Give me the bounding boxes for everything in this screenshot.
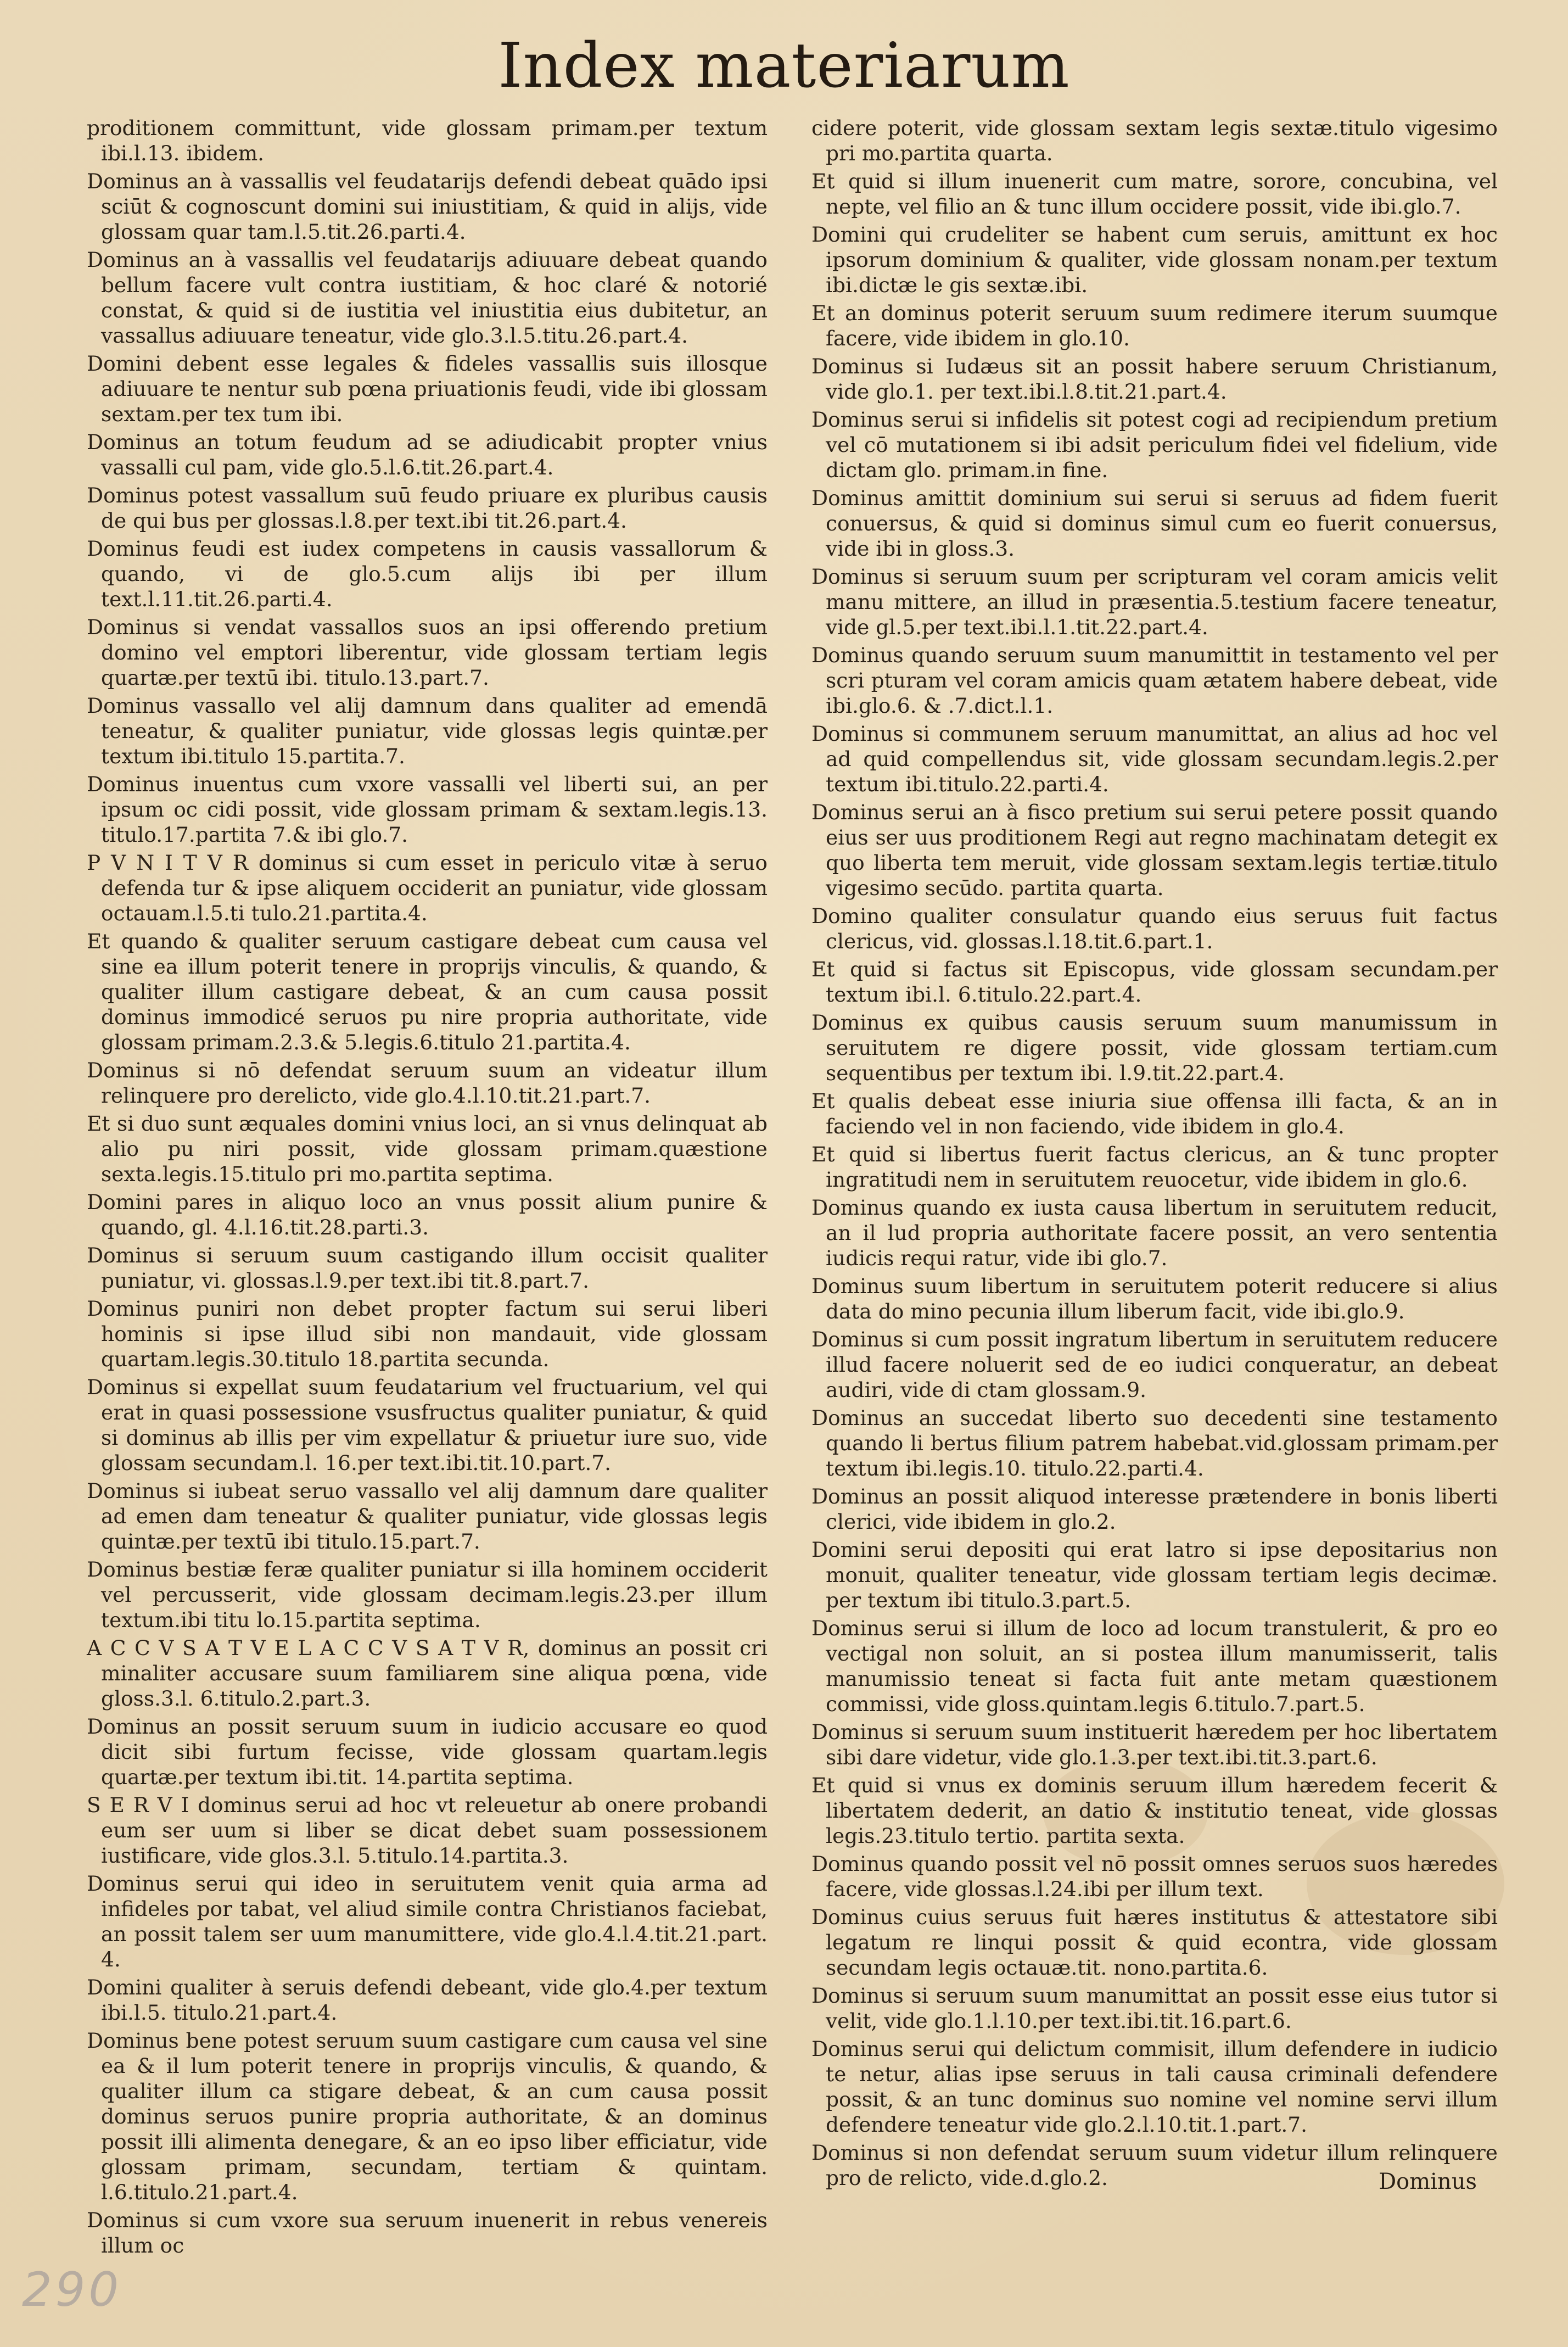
index-entry: Et quid si factus sit Episcopus, vide glossam secundam.per textum ibi.l. 6.titulo.22.part.4. bbox=[811, 957, 1498, 1007]
index-entry: Et quid si vnus ex dominis seruum illum hæredem fecerit & libertatem dederit, an datio & institutio teneat, vide glossas legis.23.titulo tertio. partita sexta. bbox=[811, 1773, 1498, 1848]
index-entry: Dominus an succedat liberto suo decedenti sine testamento quando li bertus filium patrem habebat.vid.glossam primam.per textum ibi.legis.10. titulo.22.parti.4. bbox=[811, 1406, 1498, 1480]
index-entry: Dominus serui qui delictum commisit, illum defendere in iudicio te netur, alias ipse seruus in tali causa criminali defendere possit, & an tunc dominus suo nomine vel nomine servi illum defendere teneatur vide glo.2.l.10.tit.1.part.7. bbox=[811, 2037, 1498, 2137]
index-entry: Dominus si seruum suum manumittat an possit esse eius tutor si velit, vide glo.1.l.10.per text.ibi.tit.16.part.6. bbox=[811, 1983, 1498, 2033]
index-entry: Dominus quando seruum suum manumittit in testamento vel per scri pturam vel coram amicis quam ætatem habere debeat, vide ibi.glo.6. & .7.dict.l.1. bbox=[811, 643, 1498, 718]
index-entry: Dominus si seruum suum castigando illum occisit qualiter puniatur, vi. glossas.l.9.per text.ibi tit.8.part.7. bbox=[87, 1243, 768, 1293]
index-entry: Domini pares in aliquo loco an vnus possit alium punire & quando, gl. 4.l.16.tit.28.parti.3. bbox=[87, 1190, 768, 1239]
index-entry: Dominus si seruum suum per scripturam vel coram amicis velit manu mittere, an illud in præsentia.5.testium facere teneatur, vide gl.5.per text.ibi.l.1.tit.22.part.4. bbox=[811, 565, 1498, 639]
index-entry: Et qualis debeat esse iniuria siue offensa illi facta, & an in faciendo vel in non faciendo, vide ibidem in glo.4. bbox=[811, 1089, 1498, 1138]
index-entry: Dominus an totum feudum ad se adiudicabit propter vnius vassalli cul pam, vide glo.5.l.6.tit.26.part.4. bbox=[87, 430, 768, 479]
index-entry: Et an dominus poterit seruum suum redimere iterum suumque facere, vide ibidem in glo.10. bbox=[811, 301, 1498, 350]
index-entry: Dominus serui si infidelis sit potest cogi ad recipiendum pretium vel cō mutationem si ibi adsit periculum fidei vel fidelium, vide dictam glo. primam.in fine. bbox=[811, 407, 1498, 482]
index-entry: Et quid si libertus fuerit factus clericus, an & tunc propter ingratitudi nem in seruitutem reuocetur, vide ibidem in glo.6. bbox=[811, 1142, 1498, 1192]
index-entry: Dominus si cum possit ingratum libertum in seruitutem reducere illud facere noluerit sed de eo iudici conqueratur, an debeat audiri, vide di ctam glossam.9. bbox=[811, 1327, 1498, 1402]
index-entry: Dominus serui an à fisco pretium sui serui petere possit quando eius ser uus proditionem Regi aut regno machinatam detegit ex quo liberta tem meruit, vide glossam sextam.legis tertiæ.titulo vigesimo secūdo. partita quarta. bbox=[811, 800, 1498, 900]
index-entry: Dominus si iubeat seruo vassallo vel alij damnum dare qualiter ad emen dam teneatur & qualiter puniatur, vide glossas legis quintæ.per textū ibi titulo.15.part.7. bbox=[87, 1479, 768, 1554]
index-entry: Domini qualiter à seruis defendi debeant, vide glo.4.per textum ibi.l.5. titulo.21.part.4. bbox=[87, 1975, 768, 2025]
index-entry: Et quando & qualiter seruum castigare debeat cum causa vel sine ea illum poterit tenere in proprijs vinculis, & quando, & qualiter illum castigare debeat, & an cum causa possit dominus immodicé seruos pu nire propria authoritate, vide glossam primam.2.3.& 5.legis.6.titulo 21.partita.4. bbox=[87, 929, 768, 1054]
index-entry: Dominus puniri non debet propter factum sui serui liberi hominis si ipse illud sibi non mandauit, vide glossam quartam.legis.30.titulo 18.partita secunda. bbox=[87, 1297, 768, 1371]
index-entry: Domini serui depositi qui erat latro si ipse depositarius non monuit, qualiter teneatur, vide glossam tertiam legis decimæ. per textum ibi titulo.3.part.5. bbox=[811, 1538, 1498, 1612]
index-entry: cidere poterit, vide glossam sextam legis sextæ.titulo vigesimo pri mo.partita quarta. bbox=[811, 116, 1498, 165]
index-entry: Dominus an à vassallis vel feudatarijs defendi debeat quādo ipsi sciūt & cognoscunt domini sui iniustitiam, & quid in alijs, vide glossam quar tam.l.5.tit.26.parti.4. bbox=[87, 169, 768, 244]
index-entry: Dominus si seruum suum instituerit hæredem per hoc libertatem sibi dare videtur, vide glo.1.3.per text.ibi.tit.3.part.6. bbox=[811, 1720, 1498, 1769]
index-entry: Dominus serui qui ideo in seruitutem venit quia arma ad infideles por tabat, vel aliud simile contra Christianos faciebat, an possit talem ser uum manumittere, vide glo.4.l.4.tit.21.part. 4. bbox=[87, 1871, 768, 1971]
index-entry: Dominus an possit aliquod interesse prætendere in bonis liberti clerici, vide ibidem in glo.2. bbox=[811, 1484, 1498, 1534]
index-entry: Dominus amittit dominium sui serui si seruus ad fidem fuerit conuersus, & quid si dominus simul cum eo fuerit conuersus, vide ibi in gloss.3. bbox=[811, 486, 1498, 561]
index-entry: Domino qualiter consulatur quando eius seruus fuit factus clericus, vid. glossas.l.18.tit.6.part.1. bbox=[811, 904, 1498, 953]
index-entry: Dominus si communem seruum manumittat, an alius ad hoc vel ad quid compellendus sit, vide glossam secundam.legis.2.per textum ibi.titulo.22.parti.4. bbox=[811, 722, 1498, 796]
index-entry: Dominus si expellat suum feudatarium vel fructuarium, vel qui erat in quasi possessione vsusfructus qualiter puniatur, & quid si dominus ab illis per vim expellatur & priuetur iure suo, vide glossam secundam.l. 16.per text.ibi.tit.10.part.7. bbox=[87, 1375, 768, 1475]
index-entry: Domini qui crudeliter se habent cum seruis, amittunt ex hoc ipsorum dominium & qualiter, vide glossam nonam.per textum ibi.dictæ le gis sextæ.ibi. bbox=[811, 222, 1498, 297]
index-entry: Et quid si illum inuenerit cum matre, sorore, concubina, vel nepte, vel filio an & tunc illum occidere possit, vide ibi.glo.7. bbox=[811, 169, 1498, 219]
index-entry: Dominus si cum vxore sua seruum inuenerit in rebus venereis illum oc bbox=[87, 2208, 768, 2257]
index-entry: Dominus ex quibus causis seruum suum manumissum in seruitutem re digere possit, vide glossam tertiam.cum sequentibus per textum ibi. l.9.tit.22.part.4. bbox=[811, 1010, 1498, 1085]
index-entry: Dominus si Iudæus sit an possit habere seruum Christianum, vide glo.1. per text.ibi.l.8.tit.21.part.4. bbox=[811, 354, 1498, 404]
handwritten-page-number: 290 bbox=[22, 2262, 122, 2317]
index-entry: Dominus quando ex iusta causa libertum in seruitutem reducit, an il lud propria authoritate facere possit, an vero sententia iudicis requi ratur, vide ibi glo.7. bbox=[811, 1195, 1498, 1270]
index-entry: Et si duo sunt æquales domini vnius loci, an si vnus delinquat ab alio pu niri possit, vide glossam primam.quæstione sexta.legis.15.titulo pri mo.partita septima. bbox=[87, 1111, 768, 1186]
index-entry: P V N I T V R dominus si cum esset in periculo vitæ à seruo defenda tur & ipse aliquem occiderit an puniatur, vide glossam octauam.l.5.ti tulo.21.partita.4. bbox=[87, 851, 768, 925]
index-entry: proditionem committunt, vide glossam primam.per textum ibi.l.13. ibidem. bbox=[87, 116, 768, 165]
index-entry: Dominus bestiæ feræ qualiter puniatur si illa hominem occiderit vel percusserit, vide glossam decimam.legis.23.per illum textum.ibi titu lo.15.partita septima. bbox=[87, 1557, 768, 1632]
index-entry: Dominus inuentus cum vxore vassalli vel liberti sui, an per ipsum oc cidi possit, vide glossam primam & sextam.legis.13. titulo.17.partita 7.& ibi glo.7. bbox=[87, 772, 768, 847]
index-entry: Dominus an possit seruum suum in iudicio accusare eo quod dicit sibi furtum fecisse, vide glossam quartam.legis quartæ.per textum ibi.tit. 14.partita septima. bbox=[87, 1714, 768, 1789]
index-entry: Dominus potest vassallum suū feudo priuare ex pluribus causis de qui bus per glossas.l.8.per text.ibi tit.26.part.4. bbox=[87, 483, 768, 533]
index-entry: S E R V I dominus serui ad hoc vt releuetur ab onere probandi eum ser uum si liber se dicat debet suam possessionem iustificare, vide glos.3.l. 5.titulo.14.partita.3. bbox=[87, 1793, 768, 1868]
index-entry: Dominus quando possit vel nō possit omnes seruos suos hæredes facere, vide glossas.l.24.ibi per illum text. bbox=[811, 1852, 1498, 1901]
page-title: Index materiarum bbox=[498, 30, 1070, 102]
index-entry: Dominus si non defendat seruum suum videtur illum relinquere pro de relicto, vide.d.glo.2. bbox=[811, 2141, 1498, 2190]
index-entry: Dominus si nō defendat seruum suum an videatur illum relinquere pro derelicto, vide glo.4.l.10.tit.21.part.7. bbox=[87, 1058, 768, 1108]
index-entry: Dominus an à vassallis vel feudatarijs adiuuare debeat quando bellum facere vult contra iustitiam, & hoc claré & notorié constat, & quid si de iustitia vel iniustitia eius dubitetur, an vassallus adiuuare teneatur, vide glo.3.l.5.titu.26.part.4. bbox=[87, 248, 768, 348]
index-entry: Dominus bene potest seruum suum castigare cum causa vel sine ea & il lum poterit tenere in proprijs vinculis, & quando, & qualiter illum ca stigare debeat, & an cum causa possit dominus seruos punire propria authoritate, & an dominus possit illi alimenta denegare, & an eo ipso liber efficiatur, vide glossam primam, secundam, tertiam & quintam. l.6.titulo.21.part.4. bbox=[87, 2029, 768, 2204]
index-entry: Dominus feudi est iudex competens in causis vassallorum & quando, vi de glo.5.cum alijs ibi per illum text.l.11.tit.26.parti.4. bbox=[87, 537, 768, 611]
index-entry: Dominus vassallo vel alij damnum dans qualiter ad emendā teneatur, & qualiter puniatur, vide glossas legis quintæ.per textum ibi.titulo 15.partita.7. bbox=[87, 694, 768, 768]
left-column bbox=[87, 115, 768, 2257]
catchword: Dominus bbox=[1379, 2169, 1477, 2194]
index-entry: Dominus cuius seruus fuit hæres institutus & attestatore sibi legatum re linqui possit & quid econtra, vide glossam secundam legis octauæ.tit. nono.partita.6. bbox=[811, 1905, 1498, 1980]
index-entry: Dominus si vendat vassallos suos an ipsi offerendo pretium domino vel emptori liberentur, vide glossam tertiam legis quartæ.per textū ibi. titulo.13.part.7. bbox=[87, 615, 768, 690]
index-entry: Dominus suum libertum in seruitutem poterit reducere si alius data do mino pecunia illum liberum facit, vide ibi.glo.9. bbox=[811, 1274, 1498, 1323]
index-entry: Domini debent esse legales & fideles vassallis suis illosque adiuuare te nentur sub pœna priuationis feudi, vide ibi glossam sextam.per tex tum ibi. bbox=[87, 351, 768, 426]
index-entry: Dominus serui si illum de loco ad locum transtulerit, & pro eo vectigal non soluit, an si postea illum manumisserit, talis manumissio teneat si facta fuit ante metam quæstionem commissi, vide gloss.quintam.legis 6.titulo.7.part.5. bbox=[811, 1616, 1498, 1716]
index-entry: A C C V S A T V E L A C C V S A T V R, dominus an possit cri minaliter accusare suum familiarem sine aliqua pœna, vide gloss.3.l. 6.titulo.2.part.3. bbox=[87, 1636, 768, 1711]
right-column bbox=[811, 115, 1498, 2190]
